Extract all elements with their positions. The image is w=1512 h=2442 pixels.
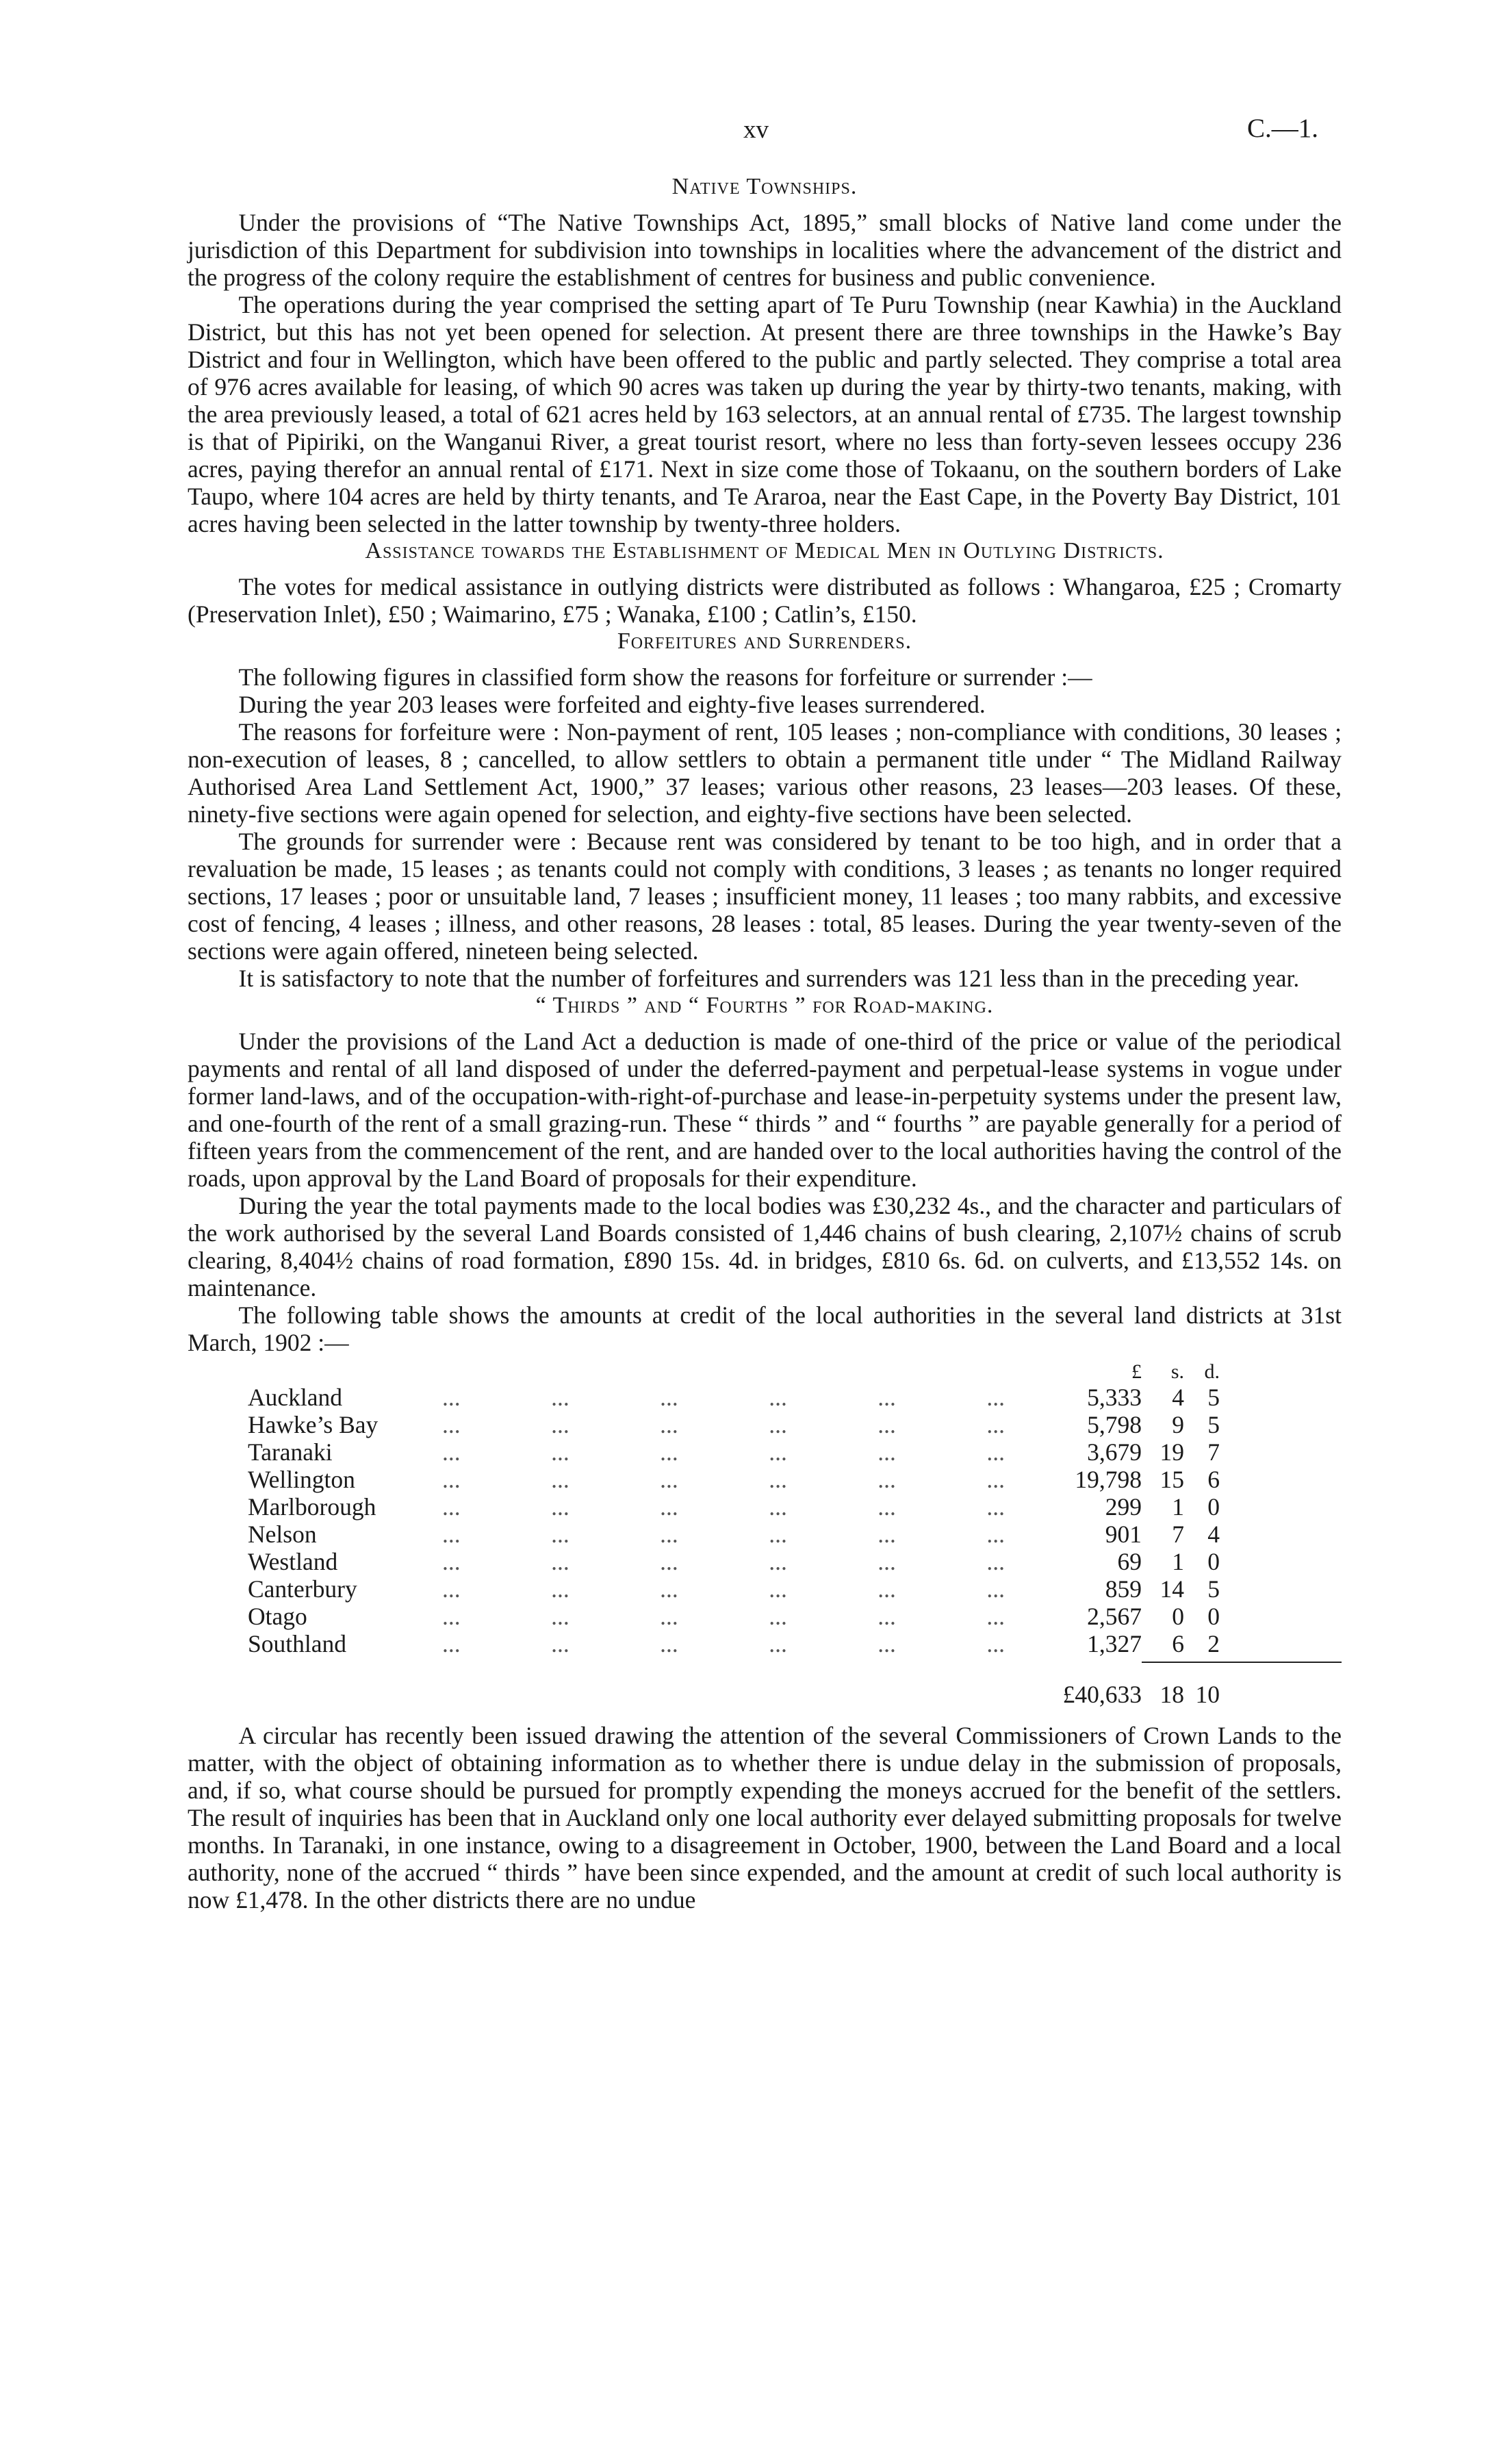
amount-shillings: 9 [1172,1411,1184,1438]
dot-leader: ... ... ... ... ... ... [442,1411,1005,1438]
paragraph: It is satisfactory to note that the number of forfeitures and surrenders was 121 less than in the preceding year. [238,965,1300,992]
amount-pence: 0 [1207,1603,1220,1630]
section-medical-assistance [188,537,1342,628]
amount-pounds: 1,327 [1087,1630,1142,1657]
amount-pounds: 5,333 [1087,1384,1142,1411]
amount-pence: 7 [1207,1438,1220,1466]
dot-leader: ... ... ... ... ... ... [442,1630,1005,1657]
district-name: Taranaki [248,1438,333,1466]
amount-pence: 5 [1207,1384,1220,1411]
credit-table-container [188,1360,1342,1708]
amount-shillings: 1 [1172,1548,1184,1575]
total-pounds: £40,633 [1062,1681,1142,1708]
table-row [248,1575,1220,1603]
amount-shillings: 7 [1172,1521,1184,1548]
amount-pounds: 299 [1105,1493,1142,1521]
amount-shillings: 14 [1159,1575,1184,1603]
table-row [248,1438,1220,1466]
table-row [248,1603,1220,1630]
table-row [248,1466,1220,1493]
dot-leader: ... ... ... ... ... ... [442,1438,1005,1466]
body-text [188,173,1342,1913]
credit-table [248,1360,1220,1708]
total-rule [1142,1662,1342,1663]
amount-pounds: 2,567 [1087,1603,1142,1630]
amount-pence: 0 [1207,1548,1220,1575]
paragraph: The following table shows the amounts at credit of the local authorities in the several land districts at 31st March, 1902 :— [188,1301,1342,1356]
amount-pounds: 3,679 [1087,1438,1142,1466]
amount-pence: 6 [1207,1466,1220,1493]
dot-leader: ... ... ... ... ... ... [442,1575,1005,1603]
dot-leader: ... ... ... ... ... ... [442,1493,1005,1521]
amount-pence: 2 [1207,1630,1220,1657]
amount-pounds: 69 [1117,1548,1142,1575]
total-pence: 10 [1195,1681,1220,1708]
amount-pence: 5 [1207,1575,1220,1603]
amount-shillings: 15 [1159,1466,1184,1493]
amount-shillings: 1 [1172,1493,1184,1521]
dot-leader: ... ... ... ... ... ... [442,1466,1005,1493]
section-native-townships [188,173,1342,537]
table-row [248,1630,1220,1657]
amount-shillings: 4 [1172,1384,1184,1411]
district-name: Wellington [248,1466,355,1493]
section-heading: Forfeitures and Surrenders. [617,628,912,654]
dot-leader: ... ... ... ... ... ... [442,1548,1005,1575]
amount-shillings: 6 [1172,1630,1184,1657]
amount-shillings: 0 [1172,1603,1184,1630]
paragraph: The following figures in classified form show the reasons for forfeiture or surrender :— [238,663,1092,691]
amount-pence: 5 [1207,1411,1220,1438]
district-name: Westland [248,1548,338,1575]
paragraph: The grounds for surrender were : Because rent was considered by tenant to be too high, and in order that a revaluation be made, 15 leases ; as tenants could not comply with conditions, 3 leases ; as tenants no longer required sections, 17 leases ; poor or unsuitable land, 7 leases ; insufficient money, 11 leases ; too many rabbits, and excessive cost of fencing, 4 leases ; illness, and other reasons, 28 leases : total, 85 leases. During the year twenty-seven of the sections were again offered, nineteen being selected. [188,828,1342,965]
paragraph: Under the provisions of “The Native Townships Act, 1895,” small blocks of Native land come under the jurisdiction of this Department for subdivision into townships in localities where the advancement of the district and the progress of the colony require the establishment of centres for business and public convenience. [188,209,1342,291]
amount-pounds: 859 [1105,1575,1142,1603]
closing-paragraph: A circular has recently been issued drawing the attention of the several Commissioners of Crown Lands to the matter, with the object of obtaining information as to whether there is undue delay in the submission of proposals, and, if so, what course should be pursued for promptly expending the moneys accrued for the benefit of the settlers. The result of inquiries has been that in Auckland only one local authority ever delayed submitting proposals for twelve months. In Taranaki, in one instance, owing to a disagreement in October, 1900, between the Land Board and a local authority, none of the accrued “ thirds ” have been since expended, and the amount at credit of such local authority is now £1,478. In the other districts there are no undue [188,1722,1342,1913]
district-name: Canterbury [248,1575,357,1603]
amount-pence: 4 [1207,1521,1220,1548]
section-forfeitures [188,628,1342,992]
table-row [248,1521,1220,1548]
paragraph: During the year the total payments made to the local bodies was £30,232 4s., and the character and particulars of the work authorised by the several Land Boards consisted of 1,446 chains of bush clearing, 2,107½ chains of scrub clearing, 8,404½ chains of road formation, £890 15s. 4d. in bridges, £810 6s. 6d. on culverts, and £13,552 14s. on maintenance. [188,1192,1342,1301]
amount-pence: 0 [1207,1493,1220,1521]
table-row [248,1548,1220,1575]
amount-pounds: 901 [1105,1521,1142,1548]
section-heading: Assistance towards the Establishment of Medical Men in Outlying Districts. [365,538,1164,563]
district-name: Marlborough [248,1493,376,1521]
paragraph: The votes for medical assistance in outlying districts were distributed as follows : Whangaroa, £25 ; Cromarty (Preservation Inlet), £50 ; Waimarino, £75 ; Wanaka, £100 ; Catlin’s, £150. [188,573,1342,628]
table-header-row [248,1360,1220,1384]
table-row [248,1384,1220,1411]
table-row [248,1493,1220,1521]
paragraph: The operations during the year comprised the setting apart of Te Puru Township (near Kawhia) in the Auckland District, but this has not yet been opened for selection. At present there are three townships in the Hawke’s Bay District and four in Wellington, which have been offered to the public and partly selected. They comprise a total area of 976 acres available for leasing, of which 90 acres was taken up during the year by thirty-two tenants, making, with the area previously leased, a total of 621 acres held by 163 selectors, at an annual rental of £735. The largest township is that of Pipiriki, on the Wanganui River, a great tourist resort, where no less than forty-seven lessees occupy 236 acres, paying therefor an annual rental of £171. Next in size come those of Tokaanu, on the southern borders of Lake Taupo, where 104 acres are held by thirty tenants, and Te Araroa, near the East Cape, in the Poverty Bay District, 101 acres having been selected in the latter township by twenty-three holders. [188,291,1342,537]
dot-leader: ... ... ... ... ... ... [442,1384,1005,1411]
page-number: xv [743,116,769,144]
section-thirds-fourths [188,992,1342,1356]
amount-pounds: 19,798 [1075,1466,1142,1493]
total-row [248,1657,1220,1708]
section-heading: “ Thirds ” and “ Fourths ” for Road-making. [535,993,994,1018]
header-shillings: s. [1170,1360,1184,1383]
paragraph: The reasons for forfeiture were : Non-payment of rent, 105 leases ; non-compliance with conditions, 30 leases ; non-execution of leases, 8 ; cancelled, to allow settlers to obtain a permanent title under “ The Midland Railway Authorised Area Land Settlement Act, 1900,” 37 leases; various other reasons, 23 leases—203 leases. Of these, ninety-five sections were again opened for selection, and eighty-five sections have been selected. [188,718,1342,828]
paragraph: During the year 203 leases were forfeited and eighty-five leases surrendered. [238,691,986,718]
header-pounds: £ [1131,1360,1142,1383]
district-name: Southland [248,1630,346,1657]
total-shillings: 18 [1159,1681,1184,1708]
document-reference: C.—1. [1246,114,1318,143]
district-name: Nelson [248,1521,317,1548]
district-name: Hawke’s Bay [248,1411,379,1438]
header-pence: d. [1204,1360,1220,1383]
table-row [248,1411,1220,1438]
paragraph: Under the provisions of the Land Act a deduction is made of one-third of the price or value of the periodical payments and rental of all land disposed of under the deferred-payment and perpetual-lease systems in vogue under former land-laws, and of the occupation-with-right-of-purchase and lease-in-perpetuity systems under the present law, and one-fourth of the rent of a small grazing-run. These “ thirds ” and “ fourths ” are payable generally for a period of fifteen years from the commencement of the rent, and are handed over to the local authorities having the control of the roads, upon approval by the Land Board of proposals for their expenditure. [188,1028,1342,1192]
amount-shillings: 19 [1159,1438,1184,1466]
amount-pounds: 5,798 [1087,1411,1142,1438]
dot-leader: ... ... ... ... ... ... [442,1603,1005,1630]
section-heading: Native Townships. [671,174,858,199]
district-name: Otago [248,1603,307,1630]
district-name: Auckland [248,1384,343,1411]
dot-leader: ... ... ... ... ... ... [442,1521,1005,1548]
